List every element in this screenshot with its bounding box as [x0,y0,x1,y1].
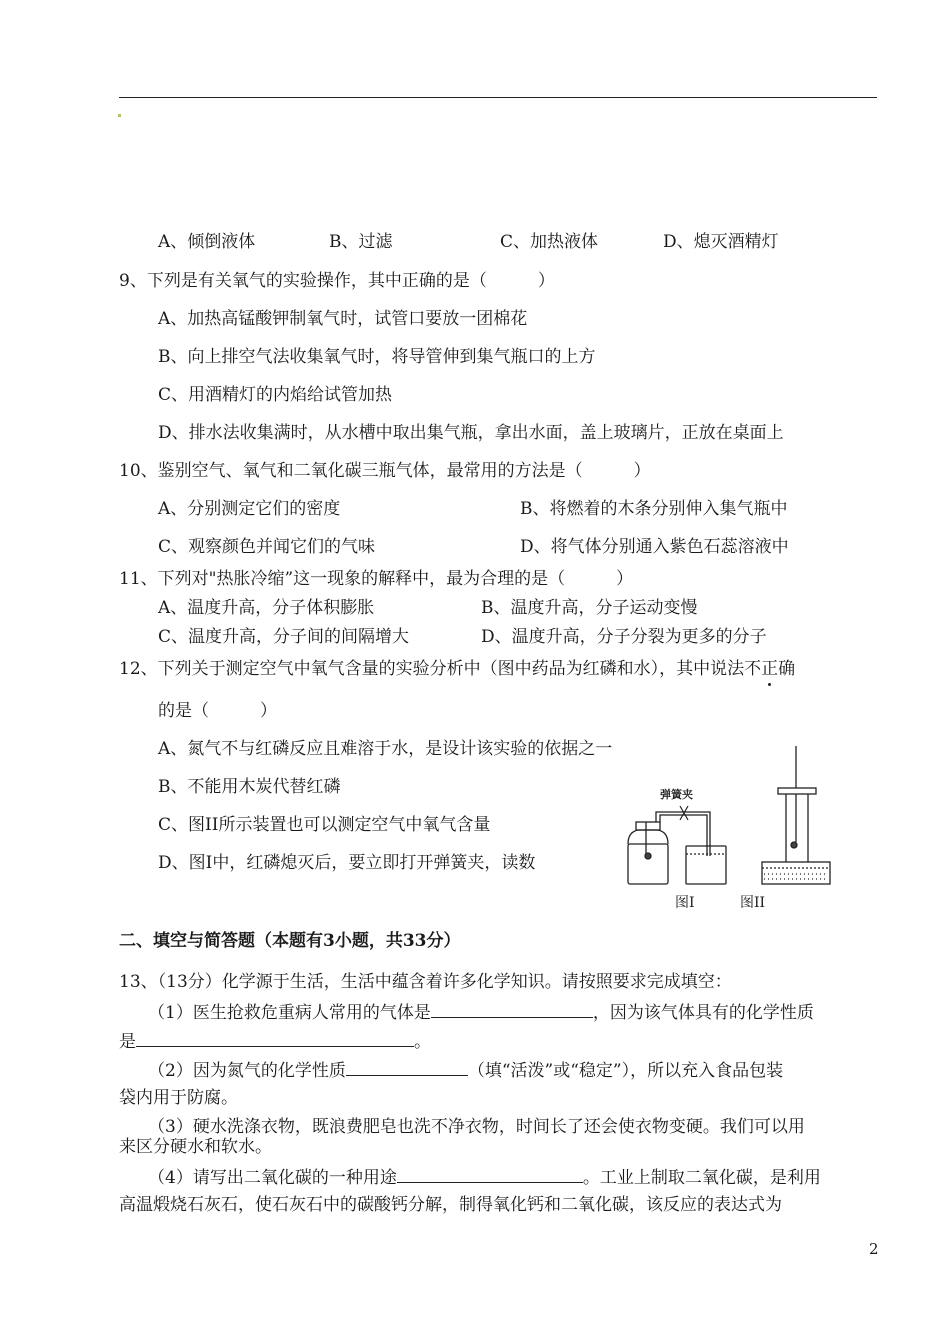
page-number: 2 [869,1240,879,1258]
q13-p2-text-b: （填“活泼”或“稳定”），所以充入食品包装 [467,1061,784,1081]
q12-stem-continued: 的是（ ） [158,701,277,721]
q12-stem-main: 12、下列关于测定空气中氧气含量的实验分析中（图中药品为红磷和水），其中说法 [119,659,745,679]
figure-1-label: 图I [675,895,695,911]
answer-blank-1[interactable] [431,1001,593,1018]
figure-2-label: 图II [740,895,766,911]
q10-option-b: B、将燃着的木条分别伸入集气瓶中 [520,499,788,519]
q13-p2-text-a: （2）因为氮气的化学性质 [148,1061,346,1081]
q13-stem: 13、（13分）化学源于生活，生活中蕴含着许多化学知识。请按照要求完成填空： [119,972,732,992]
q12-emphasis: 不正确 [744,659,796,679]
apparatus-figure [618,742,840,892]
q12-stem [119,659,795,679]
q10-stem: 10、鉴别空气、氧气和二氧化碳三瓶气体，最常用的方法是（ ） [119,461,651,481]
clamp-label: 弹簧夹 [660,788,693,801]
q12-option-b: B、不能用木炭代替红磷 [158,777,341,797]
q11-stem: 11、下列对"热胀冷缩”这一现象的解释中，最为合理的是（ ） [119,569,634,589]
q8-option-b: B、过滤 [329,232,393,252]
q11-option-c: C、温度升高，分子间的间隔增大 [158,627,410,647]
figure-1-bottle [628,812,726,884]
q9-option-a: A、加热高锰酸钾制氧气时，试管口要放一团棉花 [158,309,528,329]
section-2-heading: 二、填空与简答题（本题有3小题，共33分） [119,931,461,951]
q12-option-d: D、图I中，红磷熄灭后，要立即打开弹簧夹，读数 [158,853,536,873]
q13-p4-text-a: （4）请写出二氧化碳的一种用途 [148,1168,397,1188]
q13-part-4 [148,1166,821,1188]
header-rule [119,97,877,98]
q8-option-a: A、倾倒液体 [158,232,256,252]
q13-part-1 [148,1001,814,1023]
q10-option-a: A、分别测定它们的密度 [158,499,341,519]
figure-2-bell-jar [762,746,830,884]
header-mark [118,114,121,117]
q13-part-3-cont: 来区分硬水和软水。 [119,1137,272,1157]
q13-part-4-cont: 高温煅烧石灰石，使石灰石中的碳酸钙分解，制得氧化钙和二氧化碳，该反应的表达式为 [119,1195,782,1215]
q13-p1-text-b: ，因为该气体具有的化学性质 [592,1003,814,1023]
answer-blank-3[interactable] [346,1059,468,1076]
q11-option-a: A、温度升高，分子体积膨胀 [158,598,375,618]
q10-option-c: C、观察颜色并闻它们的气味 [158,537,376,557]
q12-option-a: A、氮气不与红磷反应且难溶于水，是设计该实验的依据之一 [158,739,613,759]
q9-option-d: D、排水法收集满时，从水槽中取出集气瓶，拿出水面，盖上玻璃片，正放在桌面上 [158,423,784,443]
q9-option-b: B、向上排空气法收集氧气时，将导管伸到集气瓶口的上方 [158,347,596,367]
q13-part-3: （3）硬水洗涤衣物，既浪费肥皂也洗不净衣物，时间长了还会使衣物变硬。我们可以用 [148,1117,805,1137]
q11-option-d: D、温度升高，分子分裂为更多的分子 [481,627,767,647]
q8-option-d: D、熄灭酒精灯 [663,232,779,252]
q13-p4-text-b: 。工业上制取二氧化碳，是利用 [582,1168,821,1188]
q13-part-2-cont: 袋内用于防腐。 [119,1088,238,1108]
q13-p1-text-c: 是 [119,1032,136,1052]
q8-option-c: C、加热液体 [500,232,599,252]
q10-option-d: D、将气体分别通入紫色石蕊溶液中 [520,537,789,557]
q13-part-2 [148,1059,783,1081]
q12-option-c: C、图II所示装置也可以测定空气中氧气含量 [158,815,491,835]
answer-blank-2[interactable] [136,1030,414,1047]
spring-clamp-icon [680,806,688,820]
q11-option-b: B、温度升高，分子运动变慢 [481,598,698,618]
answer-blank-4[interactable] [397,1166,583,1183]
q9-stem: 9、下列是有关氧气的实验操作，其中正确的是（ ） [119,271,555,291]
q9-option-c: C、用酒精灯的内焰给试管加热 [158,385,393,405]
q13-p1-text-a: （1）医生抢救危重病人常用的气体是 [148,1003,431,1023]
q13-p1-text-d: 。 [414,1032,431,1052]
q13-part-1-cont [119,1030,431,1052]
